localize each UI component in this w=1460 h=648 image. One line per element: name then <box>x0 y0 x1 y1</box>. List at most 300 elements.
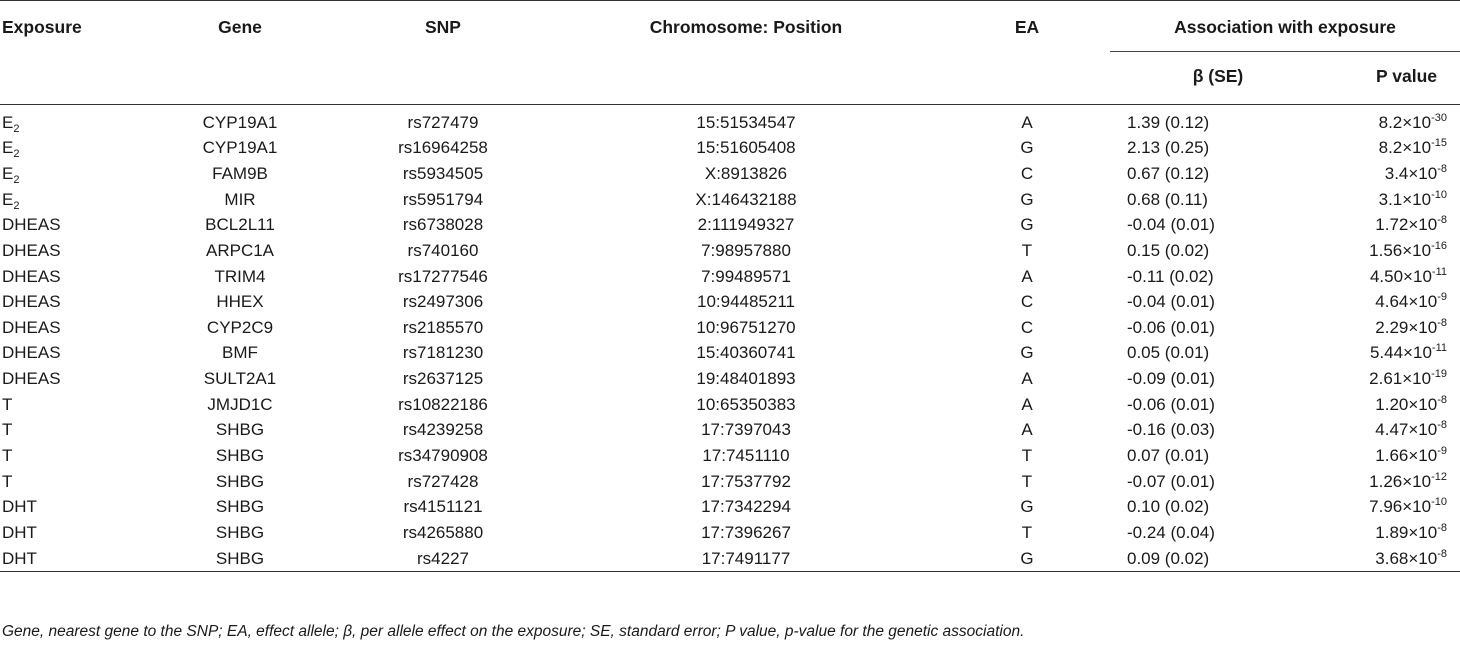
cell-gene <box>140 494 340 520</box>
exposure-subscript: 2 <box>13 199 20 212</box>
cell-beta-se-text: 0.68 (0.11) <box>1127 189 1208 209</box>
table-footnote: Gene, nearest gene to the SNP; EA, effect allele; β, per allele effect on the exposure; SE, standard error; P value, p-value for the genetic association. <box>2 623 1025 640</box>
cell-snp-text: rs5951794 <box>402 189 484 209</box>
cell-snp <box>340 366 546 392</box>
cell-p-value-text: 8.2×10 <box>1378 113 1432 132</box>
table-row <box>0 341 1460 367</box>
cell-position <box>546 104 946 136</box>
cell-gene <box>140 289 340 315</box>
cell-p-value-text: 1.20×10 <box>1375 394 1438 414</box>
cell-position-text: 10:94485211 <box>696 292 795 312</box>
cell-gene <box>140 392 340 418</box>
cell-snp-text: rs2185570 <box>402 317 484 337</box>
cell-exposure <box>0 366 140 392</box>
table-row <box>0 392 1460 418</box>
cell-position <box>546 341 946 367</box>
cell-snp <box>340 187 546 213</box>
cell-beta-se-text: -0.11 (0.02) <box>1127 266 1214 286</box>
cell-gene <box>140 136 340 162</box>
p-value-exponent: -8 <box>1437 547 1447 560</box>
header-gene: Gene <box>140 1 340 53</box>
header-association <box>1108 1 1460 53</box>
cell-beta-se <box>1108 315 1328 341</box>
cell-exposure <box>0 392 140 418</box>
cell-position-text: 10:65350383 <box>696 394 796 414</box>
p-value-exponent: -9 <box>1437 291 1447 304</box>
cell-position <box>546 161 946 187</box>
cell-snp-text: rs4239258 <box>402 420 484 440</box>
cell-p-value-text: 2.29×10 <box>1375 317 1438 337</box>
cell-ea <box>946 136 1108 162</box>
cell-beta-se-text: -0.06 (0.01) <box>1127 394 1215 414</box>
header-chromosome-position: Chromosome: Position <box>546 1 946 53</box>
cell-beta-se-text: 0.67 (0.12) <box>1127 163 1210 183</box>
p-value-exponent: -8 <box>1437 393 1447 406</box>
cell-p-value <box>1328 187 1460 213</box>
cell-position-text: X:146432188 <box>695 189 797 209</box>
cell-position <box>546 469 946 495</box>
cell-p-value <box>1328 494 1460 520</box>
cell-position-text: 17:7396267 <box>701 522 791 542</box>
cell-ea-text: A <box>1021 394 1033 414</box>
cell-exposure-text: DHT <box>2 522 37 542</box>
cell-beta-se-text: -0.06 (0.01) <box>1127 317 1215 337</box>
cell-snp <box>340 315 546 341</box>
cell-p-value <box>1328 546 1460 572</box>
p-value-exponent: -11 <box>1431 265 1447 278</box>
cell-gene-text: ARPC1A <box>205 240 275 260</box>
p-value-exponent: -8 <box>1437 419 1447 432</box>
cell-ea <box>946 546 1108 572</box>
cell-position-text: 2:111949327 <box>697 215 795 235</box>
cell-ea <box>946 161 1108 187</box>
cell-p-value-text: 1.89×10 <box>1375 522 1438 542</box>
cell-beta-se-text: -0.24 (0.04) <box>1127 522 1215 542</box>
cell-snp-text: rs5934505 <box>402 163 484 183</box>
cell-snp-text: rs4151121 <box>403 497 483 517</box>
cell-position-text: 15:51605408 <box>696 138 796 158</box>
cell-snp-text: rs727428 <box>407 471 479 491</box>
cell-snp-text: rs2637125 <box>402 369 484 389</box>
cell-exposure-text: DHEAS <box>2 343 61 363</box>
cell-gene <box>140 212 340 238</box>
cell-p-value-text: 3.4×10 <box>1384 163 1438 183</box>
cell-ea <box>946 187 1108 213</box>
table-row <box>0 546 1460 572</box>
cell-gene-text: CYP2C9 <box>206 317 274 337</box>
cell-ea-text: G <box>1020 497 1034 517</box>
cell-gene-text: SHBG <box>215 548 265 568</box>
cell-exposure-text: E <box>2 138 14 158</box>
cell-p-value <box>1328 104 1460 136</box>
cell-position <box>546 136 946 162</box>
cell-position <box>546 315 946 341</box>
cell-exposure-text: DHEAS <box>2 292 61 312</box>
cell-exposure-text: DHEAS <box>2 369 61 389</box>
cell-p-value-text: 4.47×10 <box>1375 420 1438 440</box>
cell-p-value <box>1328 136 1460 162</box>
exposure-subscript: 2 <box>13 148 20 161</box>
cell-p-value-text: 1.56×10 <box>1369 240 1432 260</box>
cell-gene <box>140 366 340 392</box>
cell-beta-se-text: -0.09 (0.01) <box>1127 369 1215 389</box>
cell-position <box>546 238 946 264</box>
cell-p-value <box>1328 366 1460 392</box>
cell-gene-text: HHEX <box>216 292 264 312</box>
cell-snp <box>340 238 546 264</box>
cell-position-text: 17:7397043 <box>701 420 791 440</box>
cell-ea-text: T <box>1021 240 1033 260</box>
cell-gene <box>140 520 340 546</box>
cell-ea <box>946 212 1108 238</box>
cell-ea-text: A <box>1021 369 1033 389</box>
cell-beta-se <box>1108 341 1328 367</box>
cell-gene <box>140 341 340 367</box>
table-row <box>0 418 1460 444</box>
table-row <box>0 104 1460 136</box>
cell-gene-text: CYP19A1 <box>202 138 278 158</box>
cell-ea <box>946 392 1108 418</box>
table-body <box>0 104 1460 572</box>
cell-exposure-text: T <box>2 446 13 465</box>
cell-snp <box>340 469 546 495</box>
cell-snp <box>340 443 546 469</box>
table-row <box>0 264 1460 290</box>
cell-beta-se <box>1108 289 1328 315</box>
header-beta-se: β (SE) <box>1108 52 1328 104</box>
table-row <box>0 161 1460 187</box>
cell-beta-se-text: 0.10 (0.02) <box>1127 497 1210 517</box>
cell-beta-se <box>1108 136 1328 162</box>
cell-gene <box>140 546 340 572</box>
p-value-exponent: -8 <box>1437 521 1447 534</box>
cell-position <box>546 392 946 418</box>
cell-gene-text: SHBG <box>215 471 265 491</box>
cell-position <box>546 443 946 469</box>
cell-position-text: 17:7537792 <box>701 471 791 491</box>
cell-exposure-text: E <box>2 163 14 183</box>
cell-gene-text: SHBG <box>215 420 265 440</box>
table-row <box>0 469 1460 495</box>
cell-gene-text: SHBG <box>215 446 265 465</box>
p-value-exponent: -15 <box>1431 137 1447 150</box>
cell-p-value-text: 1.72×10 <box>1375 215 1438 235</box>
cell-snp-text: rs16964258 <box>398 138 488 158</box>
cell-ea <box>946 315 1108 341</box>
cell-snp-text: rs7181230 <box>402 343 484 363</box>
cell-p-value <box>1328 264 1460 290</box>
cell-snp-text: rs17277546 <box>398 266 488 286</box>
cell-gene-text: BMF <box>222 343 258 363</box>
cell-p-value <box>1328 161 1460 187</box>
cell-beta-se <box>1108 494 1328 520</box>
cell-beta-se-text: 0.05 (0.01) <box>1127 343 1210 363</box>
p-value-exponent: -8 <box>1437 316 1447 329</box>
cell-snp <box>340 264 546 290</box>
cell-exposure-text: DHT <box>2 497 37 517</box>
header-row <box>0 1 1460 53</box>
cell-exposure-text: T <box>2 420 13 440</box>
cell-snp-text: rs34790908 <box>398 446 488 465</box>
cell-ea-text: C <box>1020 292 1034 312</box>
cell-beta-se <box>1108 546 1328 572</box>
cell-position-text: 7:99489571 <box>701 266 791 286</box>
cell-ea-text: C <box>1020 163 1034 183</box>
cell-ea <box>946 418 1108 444</box>
cell-gene <box>140 315 340 341</box>
cell-gene <box>140 469 340 495</box>
cell-exposure <box>0 289 140 315</box>
cell-position-text: 15:51534547 <box>696 113 796 132</box>
cell-beta-se <box>1108 104 1328 136</box>
cell-beta-se <box>1108 392 1328 418</box>
header-snp: SNP <box>340 1 546 53</box>
cell-ea <box>946 469 1108 495</box>
cell-exposure <box>0 238 140 264</box>
cell-position <box>546 520 946 546</box>
cell-snp <box>340 341 546 367</box>
cell-ea-text: C <box>1020 317 1034 337</box>
cell-p-value <box>1328 469 1460 495</box>
cell-gene <box>140 443 340 469</box>
cell-exposure-text: T <box>2 394 13 414</box>
cell-snp <box>340 546 546 572</box>
cell-snp <box>340 494 546 520</box>
table-row <box>0 187 1460 213</box>
cell-beta-se-text: -0.07 (0.01) <box>1127 471 1215 491</box>
cell-snp <box>340 520 546 546</box>
cell-ea <box>946 264 1108 290</box>
cell-gene-text: JMJD1C <box>207 394 273 414</box>
cell-p-value-text: 3.68×10 <box>1375 548 1438 568</box>
cell-gene-text: MIR <box>224 189 256 209</box>
cell-position <box>546 289 946 315</box>
p-value-exponent: -19 <box>1431 368 1447 381</box>
cell-position-text: 17:7451110 <box>702 446 790 465</box>
cell-ea <box>946 366 1108 392</box>
cell-ea-text: G <box>1020 138 1034 158</box>
p-value-exponent: -9 <box>1437 445 1447 457</box>
cell-p-value <box>1328 238 1460 264</box>
cell-ea-text: T <box>1021 446 1033 465</box>
cell-beta-se <box>1108 418 1328 444</box>
cell-ea-text: T <box>1021 522 1033 542</box>
table-row <box>0 289 1460 315</box>
cell-exposure-text: DHEAS <box>2 266 61 286</box>
cell-exposure <box>0 546 140 572</box>
cell-beta-se <box>1108 238 1328 264</box>
cell-snp-text: rs4265880 <box>402 522 484 542</box>
cell-position-text: X:8913826 <box>704 163 788 183</box>
cell-p-value <box>1328 520 1460 546</box>
cell-exposure <box>0 341 140 367</box>
cell-p-value <box>1328 289 1460 315</box>
cell-gene-text: SULT2A1 <box>203 369 277 389</box>
cell-ea <box>946 494 1108 520</box>
cell-exposure <box>0 520 140 546</box>
cell-p-value <box>1328 418 1460 444</box>
cell-beta-se <box>1108 161 1328 187</box>
p-value-exponent: -8 <box>1437 214 1447 227</box>
cell-ea <box>946 520 1108 546</box>
table-row <box>0 494 1460 520</box>
cell-snp-text: rs727479 <box>407 113 479 132</box>
cell-exposure <box>0 212 140 238</box>
table-row <box>0 443 1460 469</box>
cell-ea-text: T <box>1021 471 1033 491</box>
cell-ea-text: A <box>1021 113 1033 132</box>
cell-exposure <box>0 187 140 213</box>
cell-beta-se <box>1108 187 1328 213</box>
cell-snp <box>340 418 546 444</box>
exposure-subscript: 2 <box>13 123 20 135</box>
cell-position <box>546 418 946 444</box>
table-row <box>0 366 1460 392</box>
cell-ea-text: G <box>1020 548 1034 568</box>
cell-beta-se <box>1108 366 1328 392</box>
cell-snp <box>340 104 546 136</box>
cell-beta-se <box>1108 212 1328 238</box>
cell-ea-text: G <box>1020 189 1034 209</box>
cell-p-value <box>1328 341 1460 367</box>
cell-beta-se <box>1108 469 1328 495</box>
cell-position-text: 17:7342294 <box>701 497 791 517</box>
cell-p-value <box>1328 315 1460 341</box>
cell-p-value-text: 2.61×10 <box>1369 369 1432 389</box>
cell-beta-se-text: 2.13 (0.25) <box>1127 138 1210 158</box>
cell-ea-text: A <box>1021 420 1033 440</box>
table-row <box>0 238 1460 264</box>
cell-snp-text: rs4227 <box>417 548 469 568</box>
table-row <box>0 315 1460 341</box>
cell-position <box>546 212 946 238</box>
cell-position-text: 10:96751270 <box>696 317 796 337</box>
cell-exposure <box>0 161 140 187</box>
cell-p-value-text: 8.2×10 <box>1378 138 1432 158</box>
cell-exposure-text: DHEAS <box>2 215 61 235</box>
cell-snp <box>340 289 546 315</box>
header-ea: EA <box>946 1 1108 53</box>
cell-position-text: 19:48401893 <box>696 369 796 389</box>
cell-exposure-text: E <box>2 189 14 209</box>
cell-gene <box>140 264 340 290</box>
cell-exposure-text: DHEAS <box>2 240 61 260</box>
cell-snp <box>340 161 546 187</box>
table-row <box>0 520 1460 546</box>
cell-gene <box>140 418 340 444</box>
cell-beta-se <box>1108 264 1328 290</box>
cell-gene-text: FAM9B <box>212 163 268 183</box>
cell-p-value-text: 7.96×10 <box>1369 497 1432 517</box>
cell-ea-text: G <box>1020 215 1034 235</box>
cell-snp <box>340 136 546 162</box>
cell-position <box>546 187 946 213</box>
cell-snp-text: rs740160 <box>407 240 479 260</box>
cell-exposure <box>0 469 140 495</box>
cell-beta-se-text: -0.16 (0.03) <box>1127 420 1215 440</box>
cell-beta-se-text: -0.04 (0.01) <box>1127 215 1215 235</box>
cell-exposure-text: E <box>2 113 14 132</box>
cell-position <box>546 264 946 290</box>
cell-snp-text: rs6738028 <box>402 215 484 235</box>
cell-beta-se-text: -0.04 (0.01) <box>1127 292 1215 312</box>
header-p-value: P value <box>1328 52 1460 104</box>
cell-p-value-text: 4.50×10 <box>1369 266 1432 286</box>
cell-gene-text: SHBG <box>215 522 265 542</box>
cell-gene <box>140 187 340 213</box>
cell-snp <box>340 212 546 238</box>
cell-p-value-text: 1.26×10 <box>1369 471 1432 491</box>
cell-p-value <box>1328 212 1460 238</box>
cell-snp-text: rs10822186 <box>398 394 488 414</box>
cell-exposure-text: DHEAS <box>2 317 61 337</box>
cell-gene-text: CYP19A1 <box>202 113 278 132</box>
cell-gene-text: TRIM4 <box>214 266 266 286</box>
p-value-exponent: -8 <box>1437 162 1447 175</box>
cell-beta-se <box>1108 443 1328 469</box>
cell-ea <box>946 341 1108 367</box>
cell-exposure-text: T <box>2 471 13 491</box>
cell-gene <box>140 104 340 136</box>
cell-exposure <box>0 494 140 520</box>
cell-ea-text: G <box>1020 343 1034 363</box>
p-value-exponent: -30 <box>1431 112 1447 124</box>
cell-beta-se <box>1108 520 1328 546</box>
cell-ea <box>946 443 1108 469</box>
cell-position-text: 7:98957880 <box>701 240 791 260</box>
cell-exposure <box>0 315 140 341</box>
p-value-exponent: -12 <box>1431 470 1447 483</box>
cell-ea-text: A <box>1021 266 1033 286</box>
cell-p-value-text: 4.64×10 <box>1375 292 1438 312</box>
p-value-exponent: -11 <box>1431 342 1447 355</box>
cell-p-value-text: 3.1×10 <box>1378 189 1432 209</box>
exposure-subscript: 2 <box>13 173 20 186</box>
cell-position-text: 15:40360741 <box>696 343 796 363</box>
cell-gene <box>140 238 340 264</box>
cell-p-value <box>1328 392 1460 418</box>
table-row <box>0 212 1460 238</box>
cell-exposure-text: DHT <box>2 548 37 568</box>
cell-snp-text: rs2497306 <box>402 292 484 312</box>
cell-exposure <box>0 264 140 290</box>
cell-beta-se-text: 1.39 (0.12) <box>1127 113 1210 132</box>
p-value-exponent: -10 <box>1431 496 1447 509</box>
cell-exposure <box>0 418 140 444</box>
cell-beta-se-text: 0.15 (0.02) <box>1127 240 1210 260</box>
cell-position-text: 17:7491177 <box>701 548 791 568</box>
cell-exposure <box>0 104 140 136</box>
cell-p-value-text: 1.66×10 <box>1375 446 1438 465</box>
cell-p-value <box>1328 443 1460 469</box>
subheader-row <box>0 52 1460 104</box>
cell-gene-text: BCL2L11 <box>205 215 275 235</box>
cell-ea <box>946 289 1108 315</box>
cell-gene <box>140 161 340 187</box>
cell-ea <box>946 238 1108 264</box>
cell-exposure <box>0 136 140 162</box>
cell-ea <box>946 104 1108 136</box>
cell-gene-text: SHBG <box>215 497 265 517</box>
cell-position <box>546 546 946 572</box>
cell-beta-se-text: 0.09 (0.02) <box>1127 548 1210 568</box>
p-value-exponent: -16 <box>1431 239 1447 252</box>
cell-exposure <box>0 443 140 469</box>
header-association-label: Association with exposure <box>1110 17 1460 52</box>
table-row <box>0 136 1460 162</box>
cell-p-value-text: 5.44×10 <box>1369 343 1432 363</box>
cell-position <box>546 366 946 392</box>
